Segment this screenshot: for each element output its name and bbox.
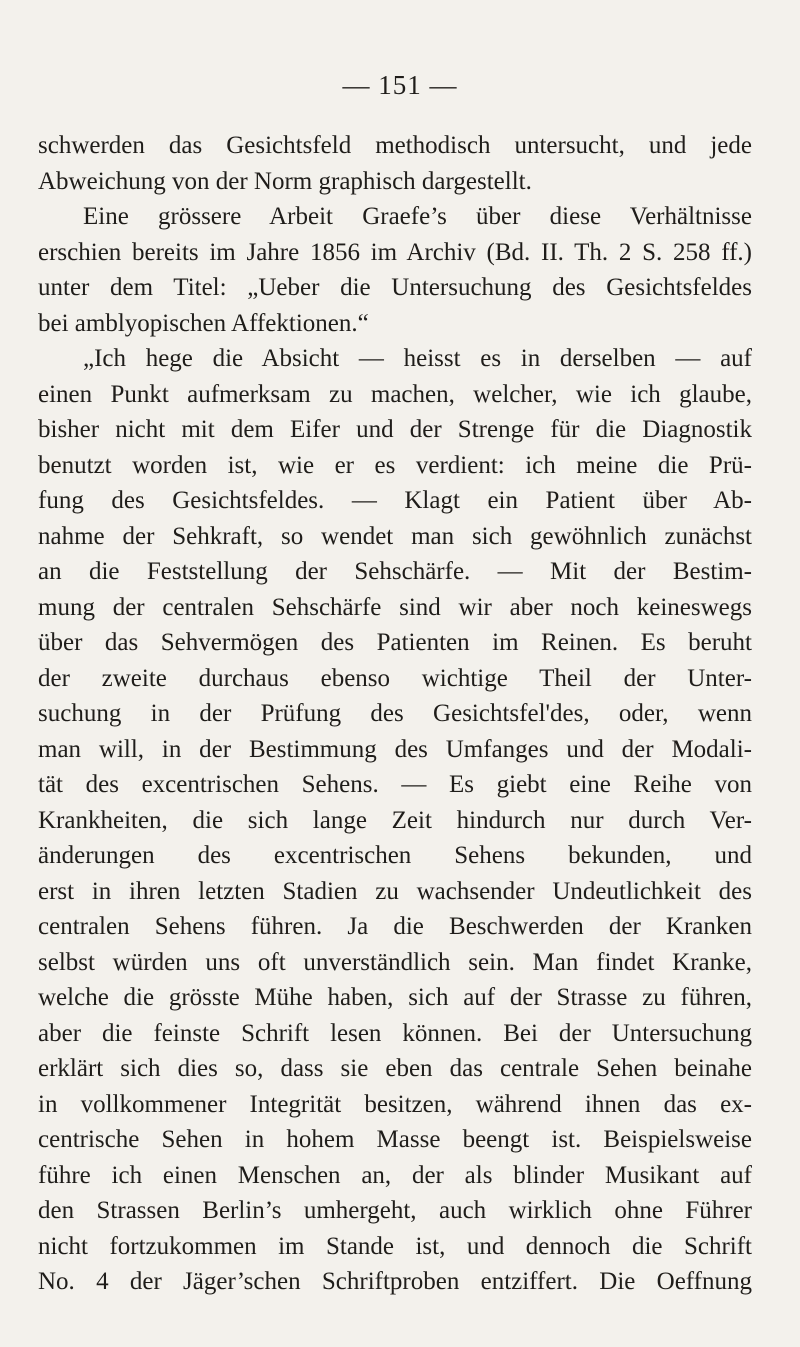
text-line: welche die grösste Mühe haben, sich auf der Strasse zu führen, [38,984,752,1011]
text-line: man will, in der Bestimmung des Umfanges und der Modali- [38,735,752,763]
text-line: suchung in der Prüfung des Gesichtsfel'des, oder, wenn [38,700,752,727]
text-line: den Strassen Berlin’s umhergeht, auch wirklich ohne Führer [38,1197,752,1224]
text-line: fung des Gesichtsfeldes. — Klagt ein Patient über Ab- [38,487,752,514]
text-line: tät des excentrischen Sehens. — Es giebt eine Reihe von [38,771,752,798]
text-line: in vollkommener Integrität besitzen, während ihnen das ex- [38,1090,752,1118]
page-number: — 151 — [342,70,458,100]
text-line: aber die feinste Schrift lesen können. Bei der Untersuchung [38,1019,752,1047]
text-line: nicht fortzukommen im Stande ist, und dennoch die Schrift [38,1232,752,1260]
text-line: nahme der Sehkraft, so wendet man sich gewöhnlich zunächst [38,522,752,550]
text-line: bei amblyopischen Affektionen.“ [38,309,369,337]
text-line: bisher nicht mit dem Eifer und der Strenge für die Diagnostik [38,416,752,443]
body-text [38,128,752,1300]
text-line: Krankheiten, die sich lange Zeit hindurch nur durch Ver- [38,806,752,834]
text-line: benutzt worden ist, wie er es verdient: ich meine die Prü- [38,451,752,479]
text-line: schwerden das Gesichtsfeld methodisch untersucht, und jede [38,132,752,159]
text-line: erklärt sich dies so, dass sie eben das centrale Sehen beinahe [38,1055,752,1082]
text-line: unter dem Titel: „Ueber die Untersuchung des Gesichtsfeldes [38,274,752,301]
text-line: an die Feststellung der Sehschärfe. — Mit der Bestim- [38,558,752,585]
text-line: mung der centralen Sehschärfe sind wir aber noch keineswegs [38,593,752,621]
text-line: selbst würden uns oft unverständlich sein. Man findet Kranke, [38,948,752,976]
text-line: centrische Sehen in hohem Masse beengt ist. Beispielsweise [38,1126,752,1153]
text-line: Abweichung von der Norm graphisch dargestellt. [38,167,532,195]
text-line: änderungen des excentrischen Sehens bekunden, und [38,842,752,869]
text-line: der zweite durchaus ebenso wichtige Theil der Unter- [38,664,752,692]
text-line: Eine grössere Arbeit Graefe’s über diese Verhältnisse [83,203,752,230]
text-line: No. 4 der Jäger’schen Schriftproben entziffert. Die Oeffnung [38,1268,752,1295]
text-line: über das Sehvermögen des Patienten im Reinen. Es beruht [38,629,752,656]
text-line: erst in ihren letzten Stadien zu wachsender Undeutlichkeit des [38,877,752,905]
text-line: einen Punkt aufmerksam zu machen, welcher, wie ich glaube, [38,380,752,408]
text-line: erschien bereits im Jahre 1856 im Archiv (Bd. II. Th. 2 S. 258 ff.) [38,238,752,266]
text-line: führe ich einen Menschen an, der als blinder Musikant auf [38,1161,752,1189]
text-line: „Ich hege die Absicht — heisst es in derselben — auf [83,345,752,372]
text-line: centralen Sehens führen. Ja die Beschwerden der Kranken [38,913,752,940]
